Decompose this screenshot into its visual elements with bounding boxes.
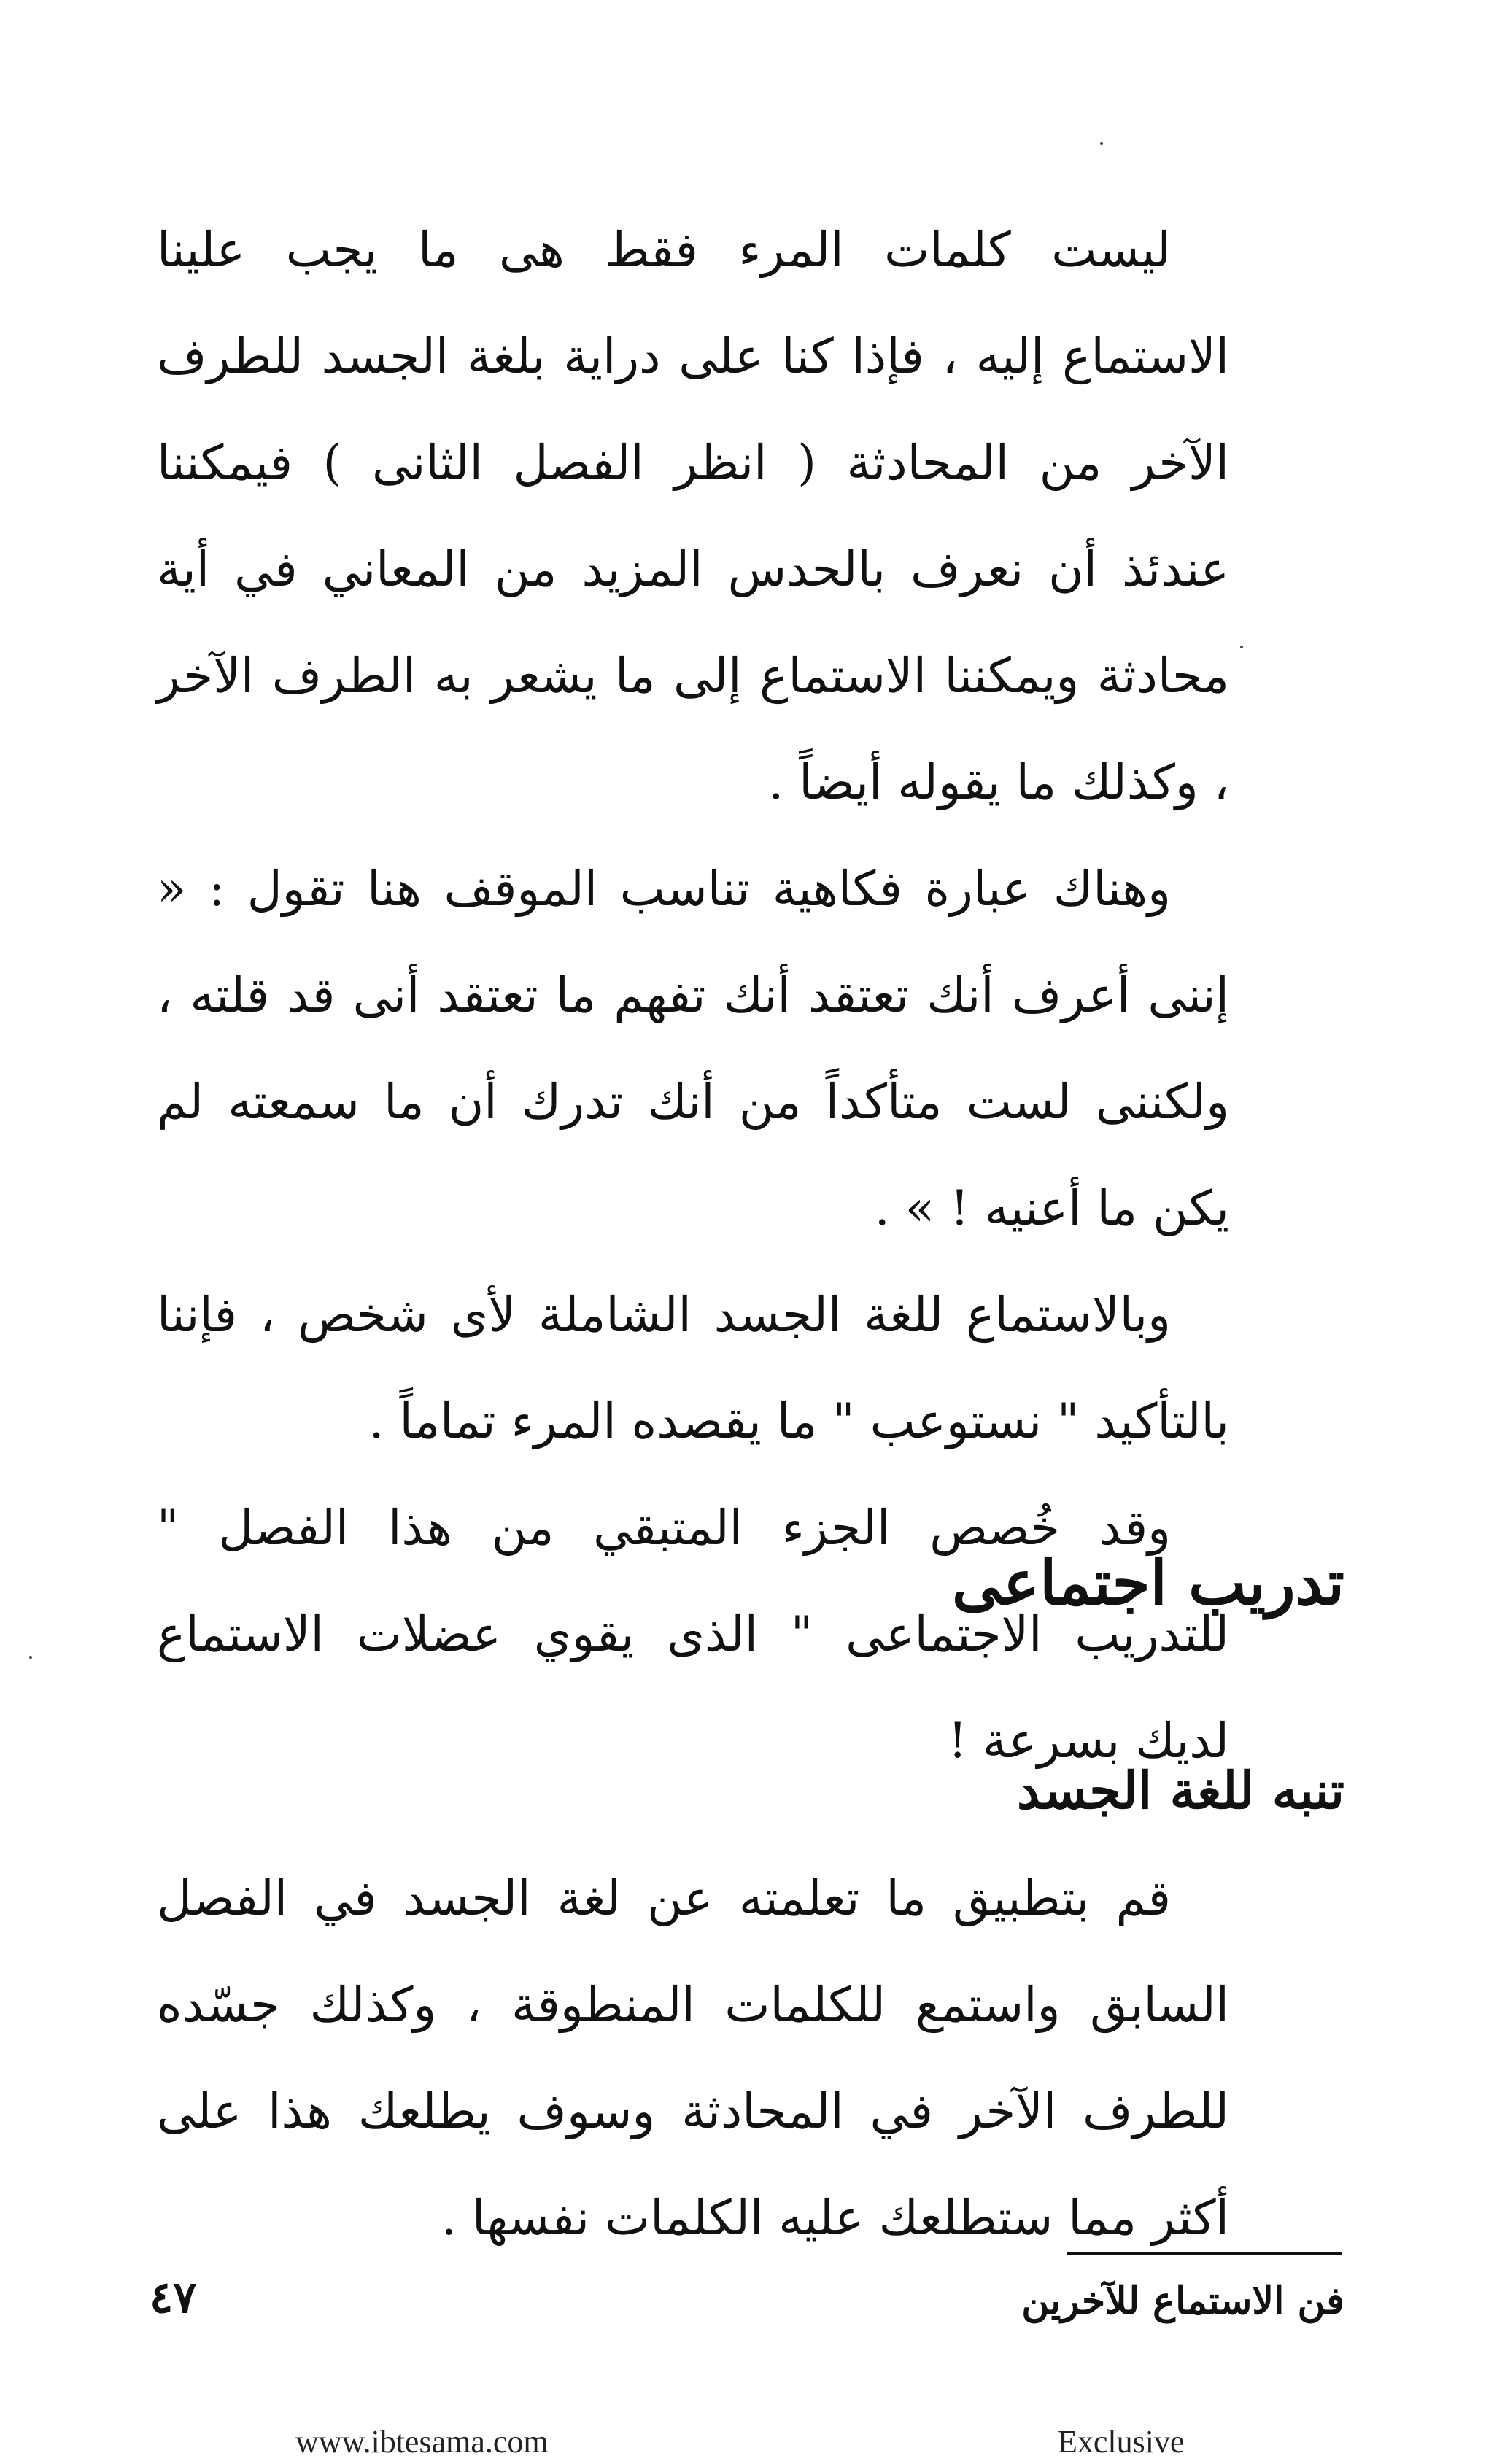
page-number: ٤٧ xyxy=(150,2272,197,2323)
watermark-site: www.ibtesama.com xyxy=(295,2424,549,2460)
section-subheading: تنبه للغة الجسد xyxy=(1017,1760,1344,1821)
section-heading: تدريب اجتماعى xyxy=(951,1546,1344,1619)
scan-speck xyxy=(29,1656,32,1659)
paragraph: وبالاستماع للغة الجسد الشاملة لأى شخص ، فإننا بالتأكيد " نستوعب " ما يقصده المرء تماماً . xyxy=(157,1287,1229,1449)
scan-speck xyxy=(1240,646,1243,648)
paragraph: قم بتطبيق ما تعلمته عن لغة الجسد في الفصل السابق واستمع للكلمات المنطوقة ، وكذلك جسّده للطرف الآخر في المحادثة وسوف يطلعك هذا على أكثر مما ستطلعك عليه الكلمات نفسها . xyxy=(157,1870,1229,2246)
exercise-text xyxy=(157,1845,1229,2271)
paragraph: وقد خُصص الجزء المتبقي من هذا الفصل " للتدريب الاجتماعى " الذى يقوي عضلات الاستماع لديك بسرعة ! xyxy=(157,1500,1229,1769)
watermark-tag: Exclusive xyxy=(1058,2424,1185,2460)
footer-divider xyxy=(1067,2252,1342,2255)
paragraph: ليست كلمات المرء فقط هى ما يجب علينا الاستماع إليه ، فإذا كنا على دراية بلغة الجسد للطرف الآخر من المحادثة ( انظر الفصل الثانى ) فيمكننا عندئذ أن نعرف بالحدس المزيد من المعاني في أية محادثة ويمكننا الاستماع إلى ما يشعر به الطرف الآخر ، وكذلك ما يقوله أيضاً . xyxy=(157,222,1229,810)
running-footer-title: فن الاستماع للآخرين xyxy=(1021,2279,1344,2323)
paragraph: وهناك عبارة فكاهية تناسب الموقف هنا تقول : « إننى أعرف أنك تعتقد أنك تفهم ما تعتقد أنى قد قلته ، ولكننى لست متأكداً من أنك تدرك أن ما سمعته لم يكن ما أعنيه ! » . xyxy=(157,861,1229,1236)
scan-speck xyxy=(1100,142,1103,145)
